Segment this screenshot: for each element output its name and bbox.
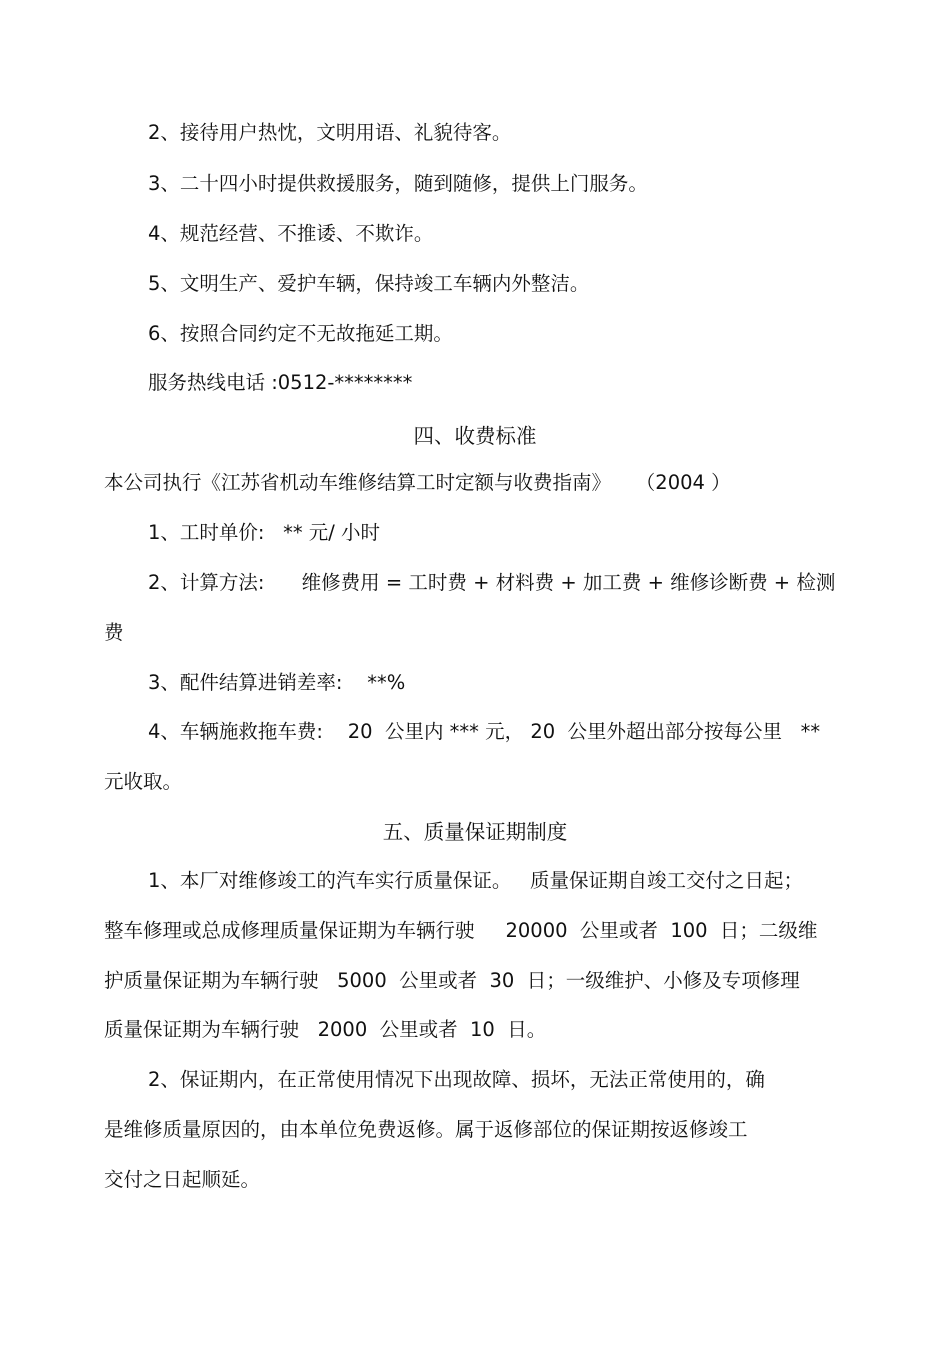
warranty-p2-line-1: 2、保证期内，在正常使用情况下出现故障、损坏，无法正常使用的，确 [148, 1068, 765, 1091]
fee-item-2-line-1: 2、计算方法: 维修费用 = 工时费 + 材料费 + 加工费 + 维修诊断费 + 检测 [148, 571, 836, 594]
service-item-5: 5、文明生产、爱护车辆，保持竣工车辆内外整洁。 [148, 272, 590, 295]
section-5-heading: 五、质量保证期制度 [382, 820, 568, 844]
fee-item-2-line-2: 费 [104, 621, 124, 644]
service-item-4: 4、规范经营、不推诿、不欺诈。 [148, 222, 434, 245]
section-4-heading: 四、收费标准 [413, 424, 537, 448]
service-item-6: 6、按照合同约定不无故拖延工期。 [148, 322, 453, 345]
fee-item-3: 3、配件结算进销差率: **% [148, 671, 406, 694]
service-item-3: 3、二十四小时提供救援服务，随到随修，提供上门服务。 [148, 172, 648, 195]
fee-item-1: 1、工时单价: ** 元/ 小时 [148, 521, 381, 544]
warranty-p1-line-2: 整车修理或总成修理质量保证期为车辆行驶 20000 公里或者 100 日；二级维 [104, 919, 818, 942]
warranty-p1-line-3: 护质量保证期为车辆行驶 5000 公里或者 30 日；一级维护、小修及专项修理 [104, 969, 800, 992]
fee-item-4-line-2: 元收取。 [104, 770, 183, 793]
warranty-p2-line-3: 交付之日起顺延。 [104, 1168, 261, 1191]
warranty-p2-line-2: 是维修质量原因的，由本单位免费返修。属于返修部位的保证期按返修竣工 [104, 1118, 748, 1141]
warranty-p1-line-4: 质量保证期为车辆行驶 2000 公里或者 10 日。 [104, 1018, 547, 1041]
fee-item-4-line-1: 4、车辆施救拖车费: 20 公里内 *** 元， 20 公里外超出部分按每公里 ** [148, 720, 821, 743]
warranty-p1-line-1: 1、本厂对维修竣工的汽车实行质量保证。 质量保证期自竣工交付之日起； [148, 869, 804, 892]
service-item-2: 2、接待用户热忱，文明用语、礼貌待客。 [148, 121, 512, 144]
section-4-intro: 本公司执行《江苏省机动车维修结算工时定额与收费指南》 （2004 ） [104, 471, 731, 494]
service-hotline: 服务热线电话 :0512-******** [148, 371, 413, 394]
